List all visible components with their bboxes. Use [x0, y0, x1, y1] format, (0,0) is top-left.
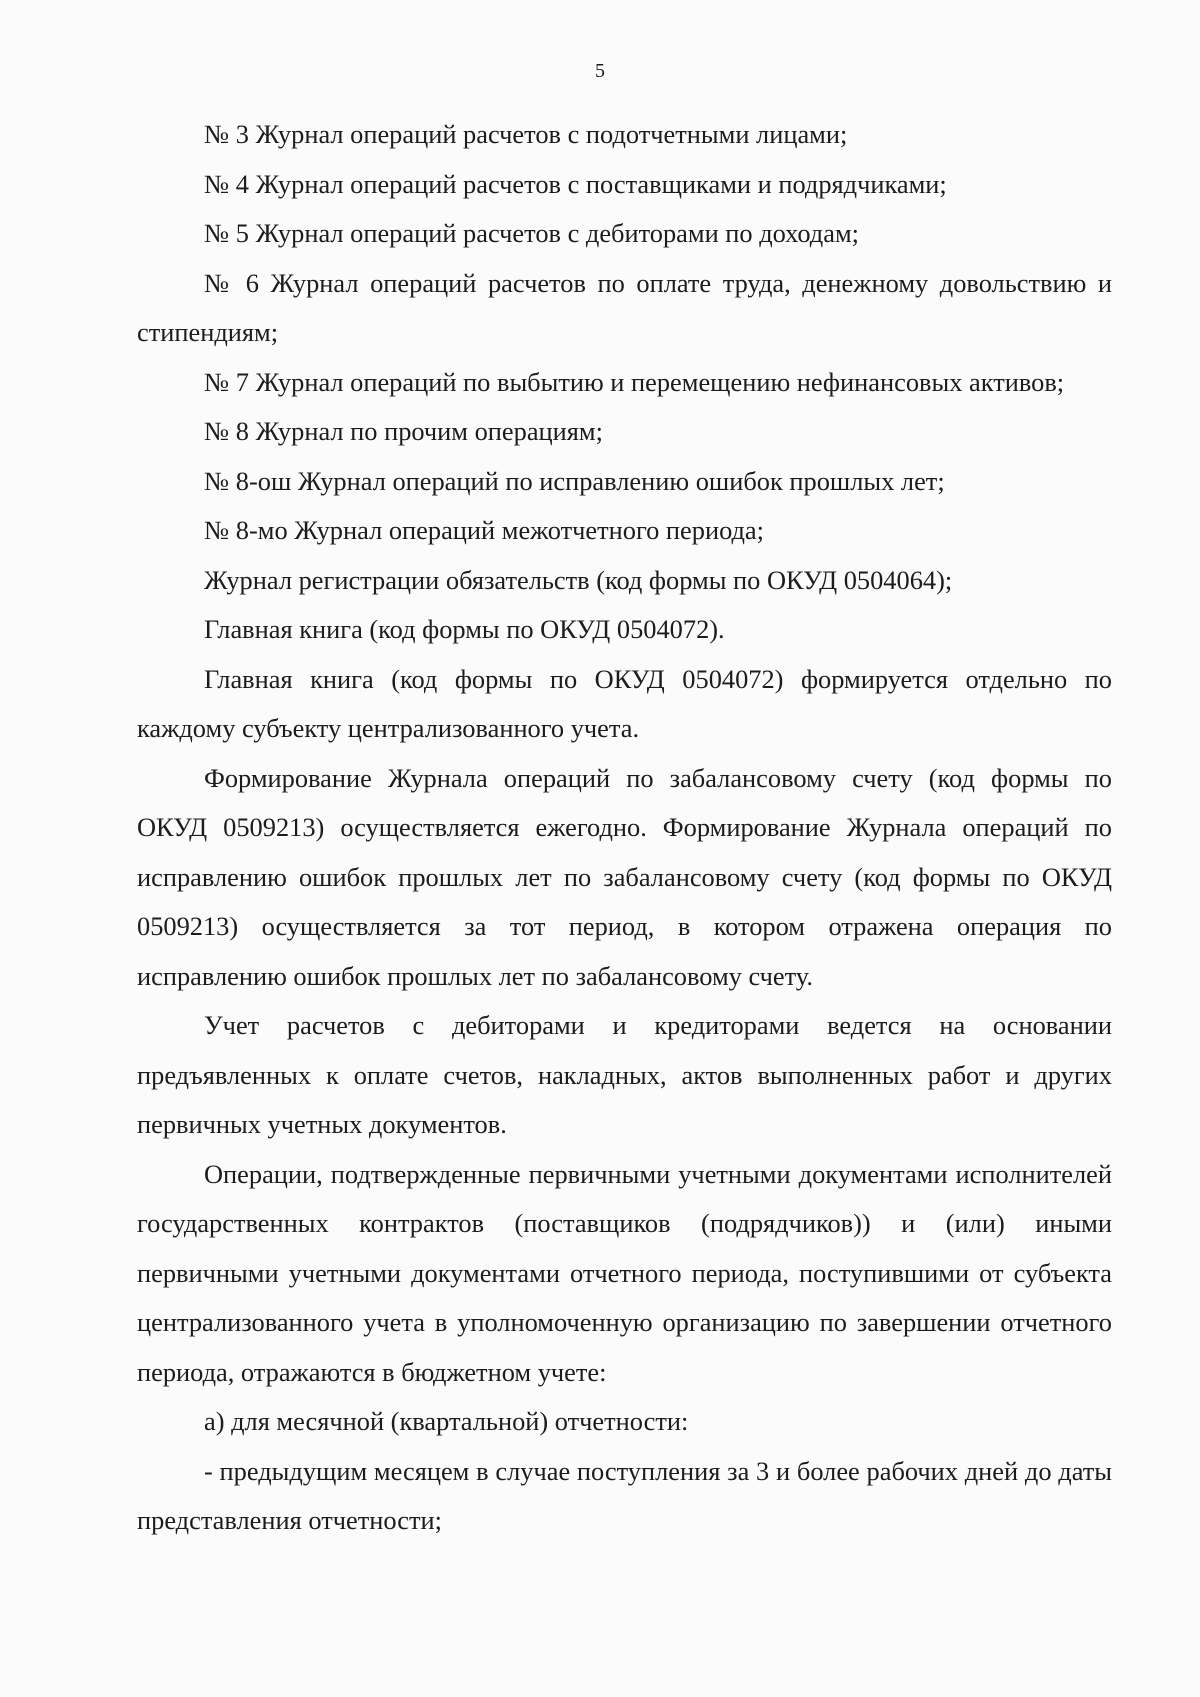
- paragraph-journal-7: № 7 Журнал операций по выбытию и перемещению нефинансовых активов;: [204, 366, 1065, 397]
- paragraph-journal-8-osh: № 8-ош Журнал операций по исправлению ошибок прошлых лет;: [204, 465, 945, 496]
- document-body: [137, 110, 1112, 1546]
- paragraph-general-ledger-note: Главная книга (код формы по ОКУД 0504072) формируется отдельно по каждому субъекту централизованного учета.: [137, 663, 1112, 743]
- paragraph-journal-8-mo: № 8-мо Журнал операций межотчетного периода;: [204, 515, 764, 545]
- paragraph-journal-4: № 4 Журнал операций расчетов с поставщиками и подрядчиками;: [204, 168, 947, 199]
- paragraph-journal-5: № 5 Журнал операций расчетов с дебиторами по доходам;: [204, 218, 859, 248]
- paragraph-item-a-dash: - предыдущим месяцем в случае поступления за 3 и более рабочих дней до даты представления отчетности;: [137, 1455, 1112, 1535]
- paragraph-debtors-creditors: Учет расчетов с дебиторами и кредиторами ведется на основании предъявленных к оплате счетов, накладных, актов выполненных работ и других первичных учетных документов.: [137, 1010, 1112, 1139]
- paragraph-general-ledger: Главная книга (код формы по ОКУД 0504072).: [204, 614, 725, 644]
- paragraph-obligations-journal: Журнал регистрации обязательств (код формы по ОКУД 0504064);: [204, 564, 953, 595]
- paragraph-journal-6: № 6 Журнал операций расчетов по оплате труда, денежному довольствию и стипендиям;: [137, 267, 1112, 347]
- page-number: 5: [595, 60, 605, 82]
- paragraph-operations-reporting: Операции, подтвержденные первичными учетными документами исполнителей государственных контрактов (поставщиков (подрядчиков)) и (или) иными первичными учетными документами отчетного периода, поступившими от субъекта централизованного учета в уполномоченную организацию по завершении отчетного периода, отражаются в бюджетном учете:: [137, 1158, 1112, 1387]
- paragraph-journal-8: № 8 Журнал по прочим операциям;: [204, 416, 603, 446]
- paragraph-off-balance-journal: Формирование Журнала операций по забалансовому счету (код формы по ОКУД 0509213) осуществляется ежегодно. Формирование Журнала операций по исправлению ошибок прошлых лет по забалансовому счету (код формы по ОКУД 0509213) осуществляется за тот период, в котором отражена операция по исправлению ошибок прошлых лет по забалансовому счету.: [137, 762, 1112, 991]
- paragraph-journal-3: № 3 Журнал операций расчетов с подотчетными лицами;: [204, 119, 848, 149]
- paragraph-item-a: а) для месячной (квартальной) отчетности:: [204, 1406, 689, 1436]
